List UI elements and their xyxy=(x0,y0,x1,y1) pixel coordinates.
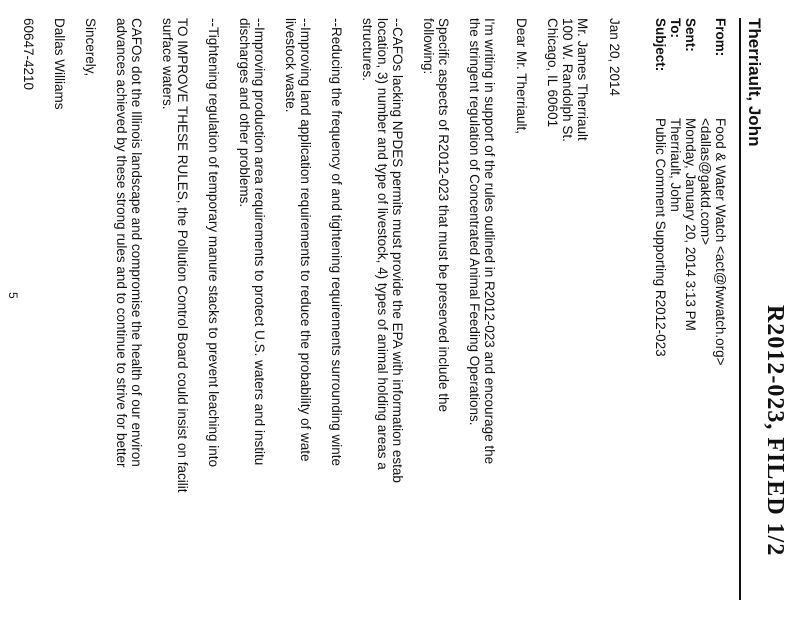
list-item-continuation: livestock waste. xyxy=(283,18,298,113)
signoff: Sincerely, xyxy=(83,18,98,77)
intro-line: I'm writing in support of the rules outlined in R2012-023 and encourage the xyxy=(482,18,497,465)
header-value-sent: Monday, January 20, 2014 3:13 PM xyxy=(683,118,698,331)
aspects-line: following: xyxy=(421,18,436,75)
final-line: advances achieved by these strong rules and to continue to strive for better xyxy=(114,18,129,468)
aspects-line: Specific aspects of R2012-023 that must be preserved include the xyxy=(436,18,451,412)
improvement-line: surface waters. xyxy=(160,18,175,110)
header-value-from-2: <dallas@gaktd.com> xyxy=(698,118,713,246)
sender-name: Therriault, John xyxy=(745,18,764,147)
list-item: --CAFOs lacking NPDES permits must provide the EPA with information estab xyxy=(390,18,405,483)
header-label-subject: Subject: xyxy=(653,18,668,72)
list-item-continuation: discharges and other problems. xyxy=(237,18,252,208)
intro-line: the stringent regulation of Concentrated Animal Feeding Operations. xyxy=(467,18,482,426)
header-label-sent: Sent: xyxy=(683,18,698,52)
list-item: --Tightening regulation of temporary manure stacks to prevent leaching into xyxy=(206,18,221,467)
list-item: --Reducing the frequency of and tightening requirements surrounding winte xyxy=(329,18,344,467)
header-value-to: Therriault, John xyxy=(668,118,683,212)
final-line: CAFOs dot the Illinois landscape and compromise the health of our environ xyxy=(129,18,144,467)
letter-date: Jan 20, 2014 xyxy=(607,18,622,97)
list-item-continuation: structures. xyxy=(360,18,375,82)
header-label-to: To: xyxy=(668,18,683,38)
page-number: 5 xyxy=(6,292,20,299)
header-value-from: Food & Water Watch <act@fwwatch.org> xyxy=(713,118,728,366)
address-line: 100 W. Randolph St. xyxy=(560,18,575,142)
filing-stamp: R2012-023, FILED 1/2 xyxy=(762,305,788,557)
address-line: Mr. James Therriault xyxy=(575,18,590,141)
signer-name: Dallas Williams xyxy=(52,18,67,110)
improvement-line: TO IMPROVE THESE RULES, the Pollution Control Board could insist on facilit xyxy=(175,18,190,493)
signer-zip: 60647-4210 xyxy=(21,18,36,91)
salutation: Dear Mr. Therriault, xyxy=(514,18,529,135)
list-item: --Improving production area requirements to protect U.S. waters and institu xyxy=(252,18,267,466)
list-item-continuation: location, 3) number and type of livestock, 4) types of animal holding areas a xyxy=(375,18,390,470)
address-line: Chicago, IL 60601 xyxy=(545,18,560,128)
header-value-subject: Public Comment Supporting R2012-023 xyxy=(653,118,668,357)
header-divider xyxy=(739,18,741,600)
list-item: --Improving land application requirements to reduce the probability of wate xyxy=(298,18,313,462)
header-label-from: From: xyxy=(713,18,728,57)
